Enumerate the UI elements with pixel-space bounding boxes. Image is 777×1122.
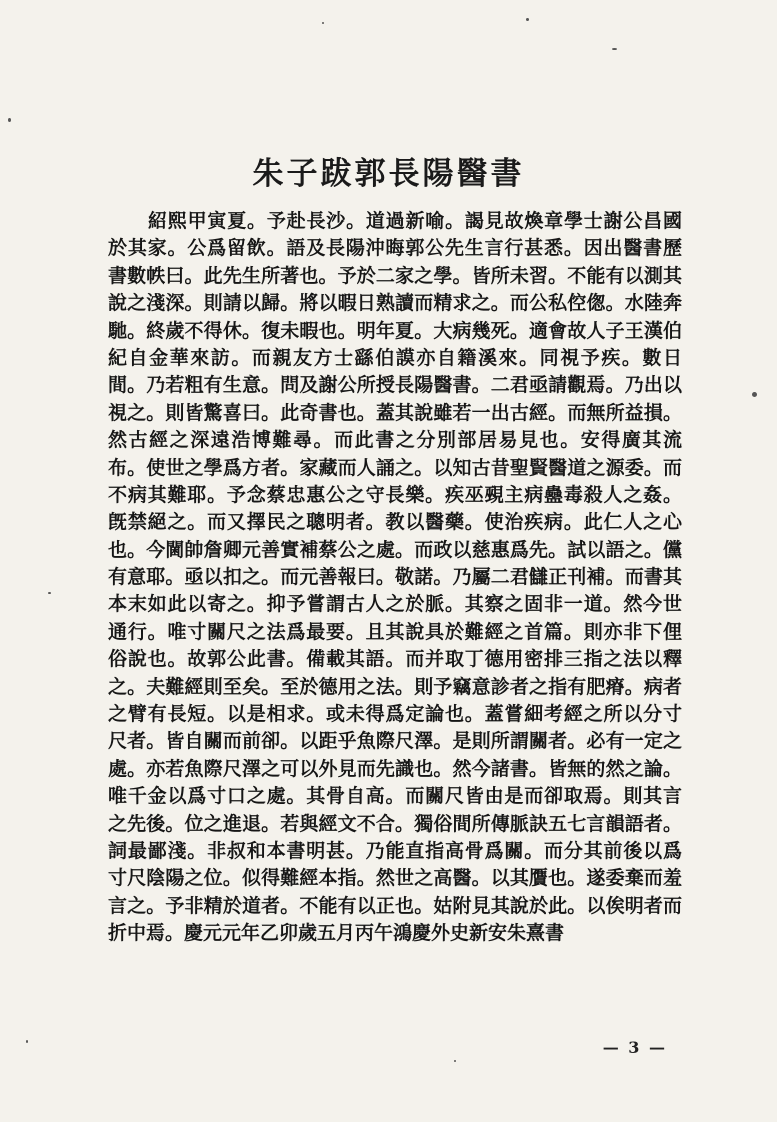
scan-speck: [454, 1060, 456, 1062]
text-line: 寸尺陰陽之位。似得難經本指。然世之高醫。以其贋也。遂委棄而羞: [108, 867, 682, 890]
text-line: 有意耶。亟以扣之。而元善報曰。敬諾。乃屬二君讎正刊補。而書其: [108, 566, 682, 589]
text-line: 之先後。位之進退。若與經文不合。獨俗間所傳脈訣五七言韻語者。: [108, 812, 682, 835]
scan-speck: [48, 592, 51, 594]
text-line: 馳。終歲不得休。復未暇也。明年夏。大病幾死。適會故人子王漢伯: [108, 319, 682, 342]
scan-speck: [8, 118, 11, 122]
text-line: 布。使世之學爲方者。家藏而人誦之。以知古昔聖賢醫道之源委。而: [108, 456, 682, 479]
scan-speck: [752, 392, 757, 397]
text-line: 不病其難耶。予念蔡忠惠公之守長樂。疾巫覡主病蠱毒殺人之姦。: [108, 483, 682, 506]
text-line: 處。亦若魚際尺澤之可以外見而先識也。然今諸書。皆無的然之論。: [108, 757, 682, 780]
text-line: 書數帙曰。此先生所著也。予於二家之學。皆所未習。不能有以測其: [108, 264, 682, 287]
text-line: 通行。唯寸關尺之法爲最要。且其說具於難經之首篇。則亦非下俚: [108, 620, 682, 643]
text-line: 間。乃若粗有生意。問及謝公所授長陽醫書。二君亟請觀焉。乃出以: [108, 374, 682, 397]
text-line: 之臂有長短。以是相求。或未得爲定論也。蓋嘗細考經之所以分寸: [108, 703, 682, 726]
scan-speck: [612, 48, 617, 50]
text-line: 旣禁絕之。而又擇民之聰明者。教以醫藥。使治疾病。此仁人之心: [108, 511, 682, 534]
text-line: 本末如此以寄之。抑予嘗謂古人之於脈。其察之固非一道。然今世: [108, 593, 682, 616]
text-line: 視之。則皆驚喜曰。此奇書也。蓋其說雖若一出古經。而無所益損。: [108, 401, 682, 424]
text-line: 尺者。皆自關而前卻。以距乎魚際尺澤。是則所謂關者。必有一定之: [108, 730, 682, 753]
scan-speck: [26, 1040, 28, 1043]
text-line: 於其家。公爲留飲。語及長陽沖晦郭公先生言行甚悉。因出醫書歷: [108, 237, 682, 260]
text-line: 唯千金以爲寸口之處。其骨自高。而關尺皆由是而卻取焉。則其言: [108, 785, 682, 808]
text-line: 言之。予非精於道者。不能有以正也。姑附見其說於此。以俟明者而: [108, 894, 682, 917]
text-line: 俗說也。故郭公此書。備載其語。而并取丁德用密排三指之法以釋: [108, 648, 682, 671]
text-line: 說之淺深。則請以歸。將以暇日熟讀而精求之。而公私倥偬。水陸奔: [108, 292, 682, 315]
body-text: [108, 208, 682, 948]
text-line: 也。今閫帥詹卿元善實補蔡公之處。而政以慈惠爲先。試以語之。儻: [108, 538, 682, 561]
page-number: — 3 —: [602, 1038, 667, 1057]
text-line: 之。夫難經則至矣。至於德用之法。則予竊意診者之指有肥瘠。病者: [108, 675, 682, 698]
text-line: 紹熙甲寅夏。予赴長沙。道過新喻。謁見故煥章學士謝公昌國: [148, 210, 682, 232]
text-line: 紀自金華來訪。而親友方士繇伯謨亦自籍溪來。同視予疾。數日: [108, 346, 682, 369]
document-title: 朱子跋郭長陽醫書: [252, 156, 525, 192]
text-line: 然古經之深遠浩博難尋。而此書之分別部居易見也。安得廣其流: [108, 429, 682, 452]
scan-speck: [322, 22, 324, 24]
scan-speck: [526, 18, 529, 21]
text-line: 詞最鄙淺。非叔和本書明甚。乃能直指高骨爲關。而分其前後以爲: [108, 839, 682, 862]
text-line: 折中焉。慶元元年乙卯歲五月丙午鴻慶外史新安朱熹書: [108, 922, 565, 945]
